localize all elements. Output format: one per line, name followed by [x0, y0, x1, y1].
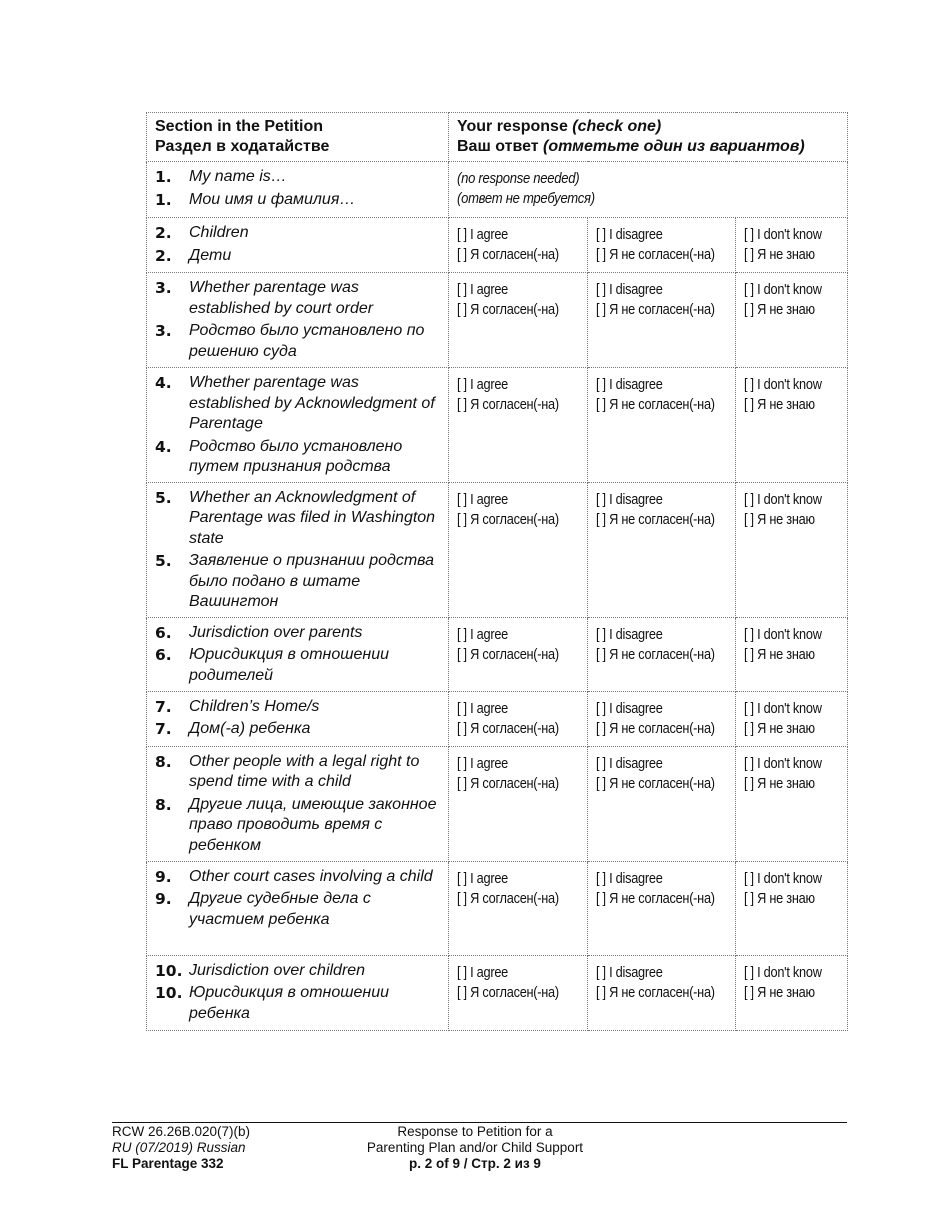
footer-title-line2: Parenting Plan and/or Child Support	[366, 1140, 584, 1155]
item-ru	[155, 437, 444, 478]
disagree-option-checkbox-ru[interactable]: [ ] Я не согласен(-на)	[596, 984, 715, 1001]
dont-know-option-cell	[736, 482, 848, 617]
section-cell	[147, 955, 449, 1030]
item-ru	[155, 551, 444, 613]
agree-option-cell	[449, 273, 588, 368]
agree-option-checkbox-en[interactable]: [ ] I agree	[457, 491, 509, 508]
agree-option-checkbox-ru[interactable]: [ ] Я согласен(-на)	[457, 247, 559, 263]
dont-know-option-checkbox-ru[interactable]: [ ] Я не знаю	[744, 984, 815, 1001]
table-row	[147, 691, 848, 746]
item-number: 1.	[155, 190, 172, 209]
agree-option-checkbox-en[interactable]: [ ] I agree	[457, 700, 509, 717]
item-number: 10.	[155, 984, 183, 1002]
disagree-option-cell	[588, 368, 736, 483]
item-label-ru: Другие судебные дела с участием ребенка	[189, 890, 371, 928]
disagree-option-cell	[588, 273, 736, 368]
item-number: 9.	[155, 867, 172, 886]
item-en	[155, 867, 444, 888]
dont-know-option-checkbox-ru[interactable]: [ ] Я не знаю	[744, 247, 815, 263]
disagree-option-checkbox-ru[interactable]: [ ] Я не согласен(-на)	[596, 302, 715, 318]
item-label-en: My name is…	[189, 168, 287, 185]
disagree-option-checkbox-ru[interactable]: [ ] Я не согласен(-на)	[596, 247, 715, 263]
item-label-en: Other court cases involving a child	[189, 867, 433, 885]
disagree-option-checkbox-en[interactable]: [ ] I disagree	[596, 626, 663, 643]
item-en	[155, 373, 444, 435]
item-number: 6.	[155, 623, 172, 642]
section-cell	[147, 861, 449, 955]
item-number: 5.	[155, 552, 172, 570]
item-number: 7.	[155, 720, 172, 738]
item-label-ru: Другие лица, имеющие законное право проводить время с ребенком	[189, 795, 437, 854]
disagree-option-cell	[588, 691, 736, 746]
item-ru	[155, 645, 444, 686]
section-header-en: Section in the Petition	[155, 118, 324, 135]
item-en	[155, 752, 444, 793]
table-row	[147, 218, 848, 273]
header-row	[147, 113, 848, 162]
item-ru	[155, 246, 444, 267]
disagree-option-cell	[588, 746, 736, 861]
agree-option-checkbox-en[interactable]: [ ] I agree	[457, 227, 509, 243]
footer-center	[340, 1124, 610, 1172]
dont-know-option-cell	[736, 218, 848, 273]
footer-revision: RU (07/2019) Russian	[112, 1140, 246, 1155]
disagree-option-checkbox-en[interactable]: [ ] I disagree	[596, 282, 663, 298]
dont-know-option-checkbox-ru[interactable]: [ ] Я не знаю	[744, 302, 815, 318]
disagree-option-cell	[588, 617, 736, 691]
dont-know-option-cell	[736, 617, 848, 691]
disagree-option-checkbox-en[interactable]: [ ] I disagree	[596, 491, 663, 508]
item-number: 3.	[155, 322, 172, 340]
item-number: 10.	[155, 961, 183, 980]
dont-know-option-checkbox-en[interactable]: [ ] I don't know	[744, 870, 822, 887]
dont-know-option-checkbox-en[interactable]: [ ] I don't know	[744, 491, 822, 508]
item-label-ru: Дом(-а) ребенка	[189, 720, 311, 737]
agree-option-checkbox-en[interactable]: [ ] I agree	[457, 870, 509, 887]
agree-option-cell	[449, 955, 588, 1030]
item-label-ru: Мои имя и фамилия…	[189, 190, 356, 208]
item-label-en: Whether parentage was established by court order	[189, 279, 374, 317]
item-en	[155, 223, 444, 244]
dont-know-option-checkbox-en[interactable]: [ ] I don't know	[744, 282, 822, 298]
item-label-ru: Юрисдикция в отношении родителей	[189, 646, 389, 684]
agree-option-cell	[449, 691, 588, 746]
section-cell	[147, 746, 449, 861]
dont-know-option-checkbox-en[interactable]: [ ] I don't know	[744, 964, 822, 981]
item-number: 2.	[155, 224, 172, 242]
item-number: 7.	[155, 697, 172, 716]
dont-know-option-cell	[736, 368, 848, 483]
dont-know-option-checkbox-ru[interactable]: [ ] Я не знаю	[744, 646, 815, 663]
disagree-option-cell	[588, 955, 736, 1030]
dont-know-option-cell	[736, 955, 848, 1030]
table-row	[147, 482, 848, 617]
item-number: 4.	[155, 374, 172, 392]
disagree-option-checkbox-en[interactable]: [ ] I disagree	[596, 755, 663, 772]
no-response-ru: (ответ не требуется)	[457, 191, 595, 207]
dont-know-option-cell	[736, 746, 848, 861]
footer-title-line1: Response to Petition for a	[397, 1124, 553, 1139]
item-ru	[155, 719, 444, 740]
disagree-option-cell	[588, 482, 736, 617]
item-label-en: Whether an Acknowledgment of Parentage was filed in Washington state	[189, 488, 436, 547]
dont-know-option-checkbox-en[interactable]: [ ] I don't know	[744, 700, 822, 717]
item-number: 1.	[155, 168, 172, 186]
disagree-option-checkbox-ru[interactable]: [ ] Я не согласен(-на)	[596, 511, 715, 528]
table-row	[147, 746, 848, 861]
section-header-ru: Раздел в ходатайстве	[155, 138, 330, 155]
agree-option-checkbox-en[interactable]: [ ] I agree	[457, 282, 509, 298]
dont-know-option-checkbox-ru[interactable]: [ ] Я не знаю	[744, 720, 815, 737]
agree-option-checkbox-ru[interactable]: [ ] Я согласен(-на)	[457, 775, 559, 792]
disagree-option-checkbox-ru[interactable]: [ ] Я не согласен(-на)	[596, 775, 715, 792]
item-en	[155, 961, 444, 982]
dont-know-option-cell	[736, 691, 848, 746]
section-cell	[147, 691, 449, 746]
no-response-en: (no response needed)	[457, 171, 580, 187]
disagree-option-checkbox-en[interactable]: [ ] I disagree	[596, 377, 663, 393]
item-en	[155, 488, 444, 550]
disagree-option-checkbox-en[interactable]: [ ] I disagree	[596, 227, 663, 243]
agree-option-checkbox-ru[interactable]: [ ] Я согласен(-на)	[457, 397, 559, 413]
dont-know-option-checkbox-ru[interactable]: [ ] Я не знаю	[744, 775, 815, 792]
disagree-option-cell	[588, 861, 736, 955]
item-label-en: Other people with a legal right to spend time with a child	[189, 752, 420, 790]
dont-know-option-checkbox-ru[interactable]: [ ] Я не знаю	[744, 511, 815, 528]
item-number: 5.	[155, 488, 172, 507]
agree-option-checkbox-ru[interactable]: [ ] Я согласен(-на)	[457, 302, 559, 318]
section-cell	[147, 482, 449, 617]
item-en	[155, 623, 444, 644]
dont-know-option-cell	[736, 861, 848, 955]
disagree-option-checkbox-en[interactable]: [ ] I disagree	[596, 870, 663, 887]
item-ru	[155, 321, 444, 362]
item-label-en: Children	[189, 224, 249, 241]
footer-left	[112, 1124, 250, 1172]
item-ru	[155, 889, 444, 930]
item-label-ru: Заявление о признании родства было подано в штате Вашингтон	[189, 552, 435, 610]
footer-statute: RCW 26.26B.020(7)(b)	[112, 1124, 251, 1139]
dont-know-option-checkbox-ru[interactable]: [ ] Я не знаю	[744, 890, 815, 907]
item-number: 2.	[155, 246, 172, 265]
footer-form-id: FL Parentage 332	[112, 1156, 224, 1171]
section-cell	[147, 617, 449, 691]
table-row	[147, 955, 848, 1030]
item-label-en: Children’s Home/s	[189, 697, 320, 715]
agree-option-cell	[449, 617, 588, 691]
disagree-option-cell	[588, 218, 736, 273]
no-response-cell	[449, 162, 848, 218]
disagree-option-checkbox-en[interactable]: [ ] I disagree	[596, 964, 663, 981]
disagree-option-checkbox-ru[interactable]: [ ] Я не согласен(-на)	[596, 720, 715, 737]
response-header-en: Your response (check one)	[457, 118, 662, 135]
item-number: 3.	[155, 279, 172, 297]
item-label-en: Whether parentage was established by Acknowledgment of Parentage	[189, 374, 435, 432]
response-header-cell	[449, 113, 848, 162]
dont-know-option-cell	[736, 273, 848, 368]
disagree-option-checkbox-en[interactable]: [ ] I disagree	[596, 700, 663, 717]
dont-know-option-checkbox-ru[interactable]: [ ] Я не знаю	[744, 397, 815, 413]
agree-option-checkbox-ru[interactable]: [ ] Я согласен(-на)	[457, 720, 559, 737]
agree-option-cell	[449, 861, 588, 955]
item-en	[155, 697, 444, 718]
item-label-ru: Родство было установлено по решению суда	[189, 322, 425, 360]
item-en	[155, 167, 444, 188]
response-table	[146, 112, 848, 1031]
dont-know-option-checkbox-en[interactable]: [ ] I don't know	[744, 377, 822, 393]
disagree-option-checkbox-ru[interactable]: [ ] Я не согласен(-на)	[596, 890, 715, 907]
item-ru	[155, 190, 444, 211]
item-en	[155, 278, 444, 319]
item-label-en: Jurisdiction over parents	[189, 623, 363, 641]
agree-option-cell	[449, 368, 588, 483]
section-cell	[147, 162, 449, 218]
table-row	[147, 162, 848, 218]
agree-option-checkbox-en[interactable]: [ ] I agree	[457, 626, 509, 643]
agree-option-checkbox-ru[interactable]: [ ] Я согласен(-на)	[457, 890, 559, 907]
disagree-option-checkbox-ru[interactable]: [ ] Я не согласен(-на)	[596, 646, 715, 663]
dont-know-option-checkbox-en[interactable]: [ ] I don't know	[744, 626, 822, 643]
table-row	[147, 368, 848, 483]
section-header-cell	[147, 113, 449, 162]
table-row	[147, 617, 848, 691]
agree-option-checkbox-ru[interactable]: [ ] Я согласен(-на)	[457, 511, 559, 528]
agree-option-checkbox-en[interactable]: [ ] I agree	[457, 964, 509, 981]
agree-option-cell	[449, 482, 588, 617]
section-cell	[147, 368, 449, 483]
agree-option-checkbox-en[interactable]: [ ] I agree	[457, 755, 509, 772]
response-header-ru: Ваш ответ (отметьте один из вариантов)	[457, 138, 805, 155]
table-row	[147, 273, 848, 368]
agree-option-cell	[449, 218, 588, 273]
item-label-ru: Дети	[189, 246, 232, 264]
section-cell	[147, 218, 449, 273]
dont-know-option-checkbox-en[interactable]: [ ] I don't know	[744, 227, 822, 243]
agree-option-checkbox-ru[interactable]: [ ] Я согласен(-на)	[457, 984, 559, 1001]
item-number: 8.	[155, 795, 172, 814]
item-label-en: Jurisdiction over children	[189, 961, 366, 979]
dont-know-option-checkbox-en[interactable]: [ ] I don't know	[744, 755, 822, 772]
section-cell	[147, 273, 449, 368]
agree-option-checkbox-en[interactable]: [ ] I agree	[457, 377, 509, 393]
item-ru	[155, 983, 444, 1024]
agree-option-cell	[449, 746, 588, 861]
item-number: 4.	[155, 437, 172, 456]
item-number: 9.	[155, 890, 172, 908]
agree-option-checkbox-ru[interactable]: [ ] Я согласен(-на)	[457, 646, 559, 663]
item-number: 6.	[155, 646, 172, 664]
item-label-ru: Родство было установлено путем признания родства	[189, 437, 403, 475]
table-row	[147, 861, 848, 955]
footer-page: p. 2 of 9 / Стр. 2 из 9	[409, 1156, 541, 1171]
item-number: 8.	[155, 752, 172, 771]
item-ru	[155, 795, 444, 857]
footer-rule	[112, 1122, 847, 1123]
item-label-ru: Юрисдикция в отношении ребенка	[189, 984, 389, 1022]
disagree-option-checkbox-ru[interactable]: [ ] Я не согласен(-на)	[596, 397, 715, 413]
